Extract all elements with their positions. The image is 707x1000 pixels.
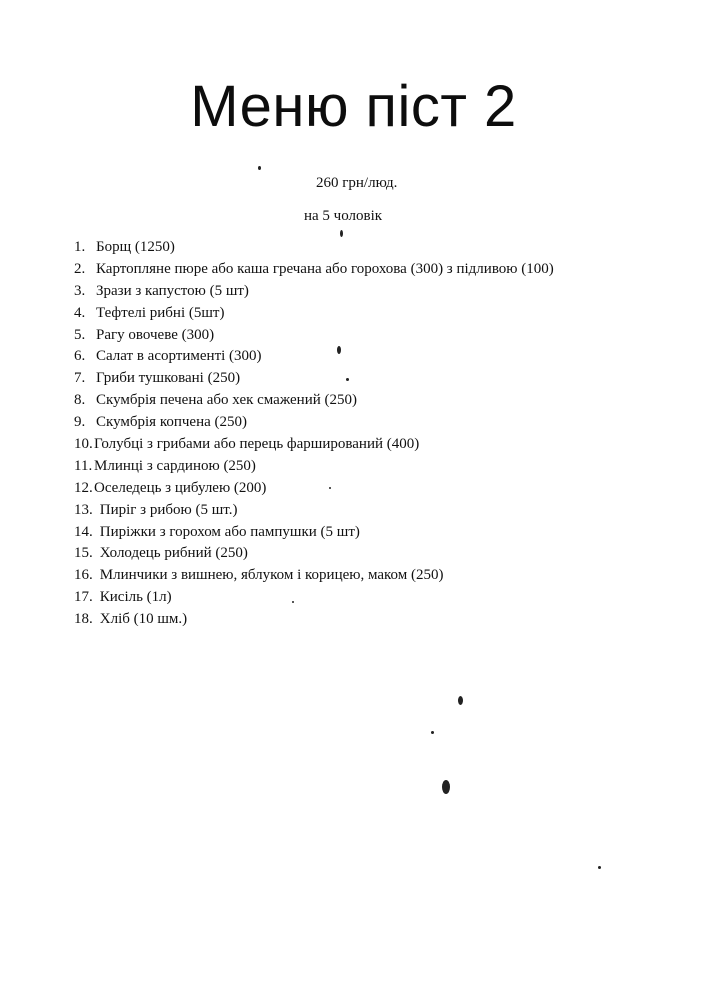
menu-item xyxy=(74,609,554,631)
menu-item-text: Голубці з грибами або перець фарширований (400) xyxy=(94,436,420,453)
menu-item-text: Кисіль (1л) xyxy=(99,589,172,606)
menu-item-number: 5. xyxy=(74,326,86,343)
menu-item xyxy=(74,478,554,500)
menu-item xyxy=(74,456,554,478)
menu-item xyxy=(74,368,554,390)
scan-speck xyxy=(337,346,341,354)
page-title: Меню піст 2 xyxy=(190,74,517,139)
menu-item xyxy=(74,346,554,368)
menu-item-text: Скумбрія копчена (250) xyxy=(96,414,248,431)
menu-item-number: 15. xyxy=(74,545,93,562)
menu-item-number: 9. xyxy=(74,414,86,431)
menu-item-number: 7. xyxy=(74,370,86,387)
scan-speck xyxy=(258,166,261,170)
menu-item-number: 8. xyxy=(74,392,86,409)
persons-count: на 5 чоловік xyxy=(304,208,383,224)
scan-speck xyxy=(431,731,434,734)
menu-item-number: 16. xyxy=(74,567,93,584)
menu-item-number: 17. xyxy=(74,589,93,606)
menu-item-number: 1. xyxy=(74,239,86,255)
menu-item-text: Млинці з сардиною (250) xyxy=(94,457,256,474)
menu-item xyxy=(74,303,554,325)
menu-item xyxy=(74,587,554,609)
menu-item-number: 18. xyxy=(74,611,93,628)
menu-item xyxy=(74,281,554,303)
menu-item xyxy=(74,237,554,259)
menu-list xyxy=(74,237,554,631)
menu-item xyxy=(74,325,554,347)
scan-speck xyxy=(442,780,450,794)
menu-item-text: Пиріжки з горохом або пампушки (5 шт) xyxy=(99,523,360,540)
menu-item-number: 14. xyxy=(74,523,93,540)
menu-item-text: Салат в асортименті (300) xyxy=(96,348,262,365)
menu-item xyxy=(74,434,554,456)
scan-speck xyxy=(329,487,331,489)
menu-item xyxy=(74,390,554,412)
menu-item xyxy=(74,412,554,434)
scan-speck xyxy=(346,378,349,381)
scan-speck xyxy=(292,601,294,603)
menu-item xyxy=(74,522,554,544)
menu-item-number: 11. xyxy=(74,457,93,474)
menu-item-number: 4. xyxy=(74,304,86,321)
scan-speck xyxy=(340,230,343,237)
menu-item-text: Гриби тушковані (250) xyxy=(96,370,241,387)
scan-speck xyxy=(458,696,463,705)
scan-speck xyxy=(598,866,601,869)
menu-item-number: 6. xyxy=(74,348,86,365)
menu-item-text: Борщ (1250) xyxy=(96,239,175,255)
menu-item-number: 3. xyxy=(74,282,86,299)
menu-item-text: Хліб (10 шм.) xyxy=(99,611,188,628)
menu-item-text: Рагу овочеве (300) xyxy=(96,326,215,343)
menu-item-number: 2. xyxy=(74,260,86,277)
menu-item xyxy=(74,543,554,565)
menu-item xyxy=(74,565,554,587)
menu-item-text: Холодець рибний (250) xyxy=(99,545,248,562)
menu-item-text: Зрази з капустою (5 шт) xyxy=(96,282,249,299)
menu-item-text: Пиріг з рибою (5 шт.) xyxy=(99,501,238,518)
menu-item-number: 12. xyxy=(74,479,93,496)
menu-item xyxy=(74,259,554,281)
menu-item-text: Скумбрія печена або хек смажений (250) xyxy=(96,392,357,409)
menu-item-text: Картопляне пюре або каша гречана або горохова (300) з підливою (100) xyxy=(96,260,554,277)
menu-item-text: Млинчики з вишнею, яблуком і корицею, маком (250) xyxy=(99,567,444,584)
menu-item xyxy=(74,500,554,522)
menu-item-text: Оселедець з цибулею (200) xyxy=(94,479,267,496)
price-per-person: 260 грн/люд. xyxy=(316,175,398,191)
menu-item-text: Тефтелі рибні (5шт) xyxy=(96,304,225,321)
menu-item-number: 10. xyxy=(74,436,93,453)
menu-item-number: 13. xyxy=(74,501,93,518)
